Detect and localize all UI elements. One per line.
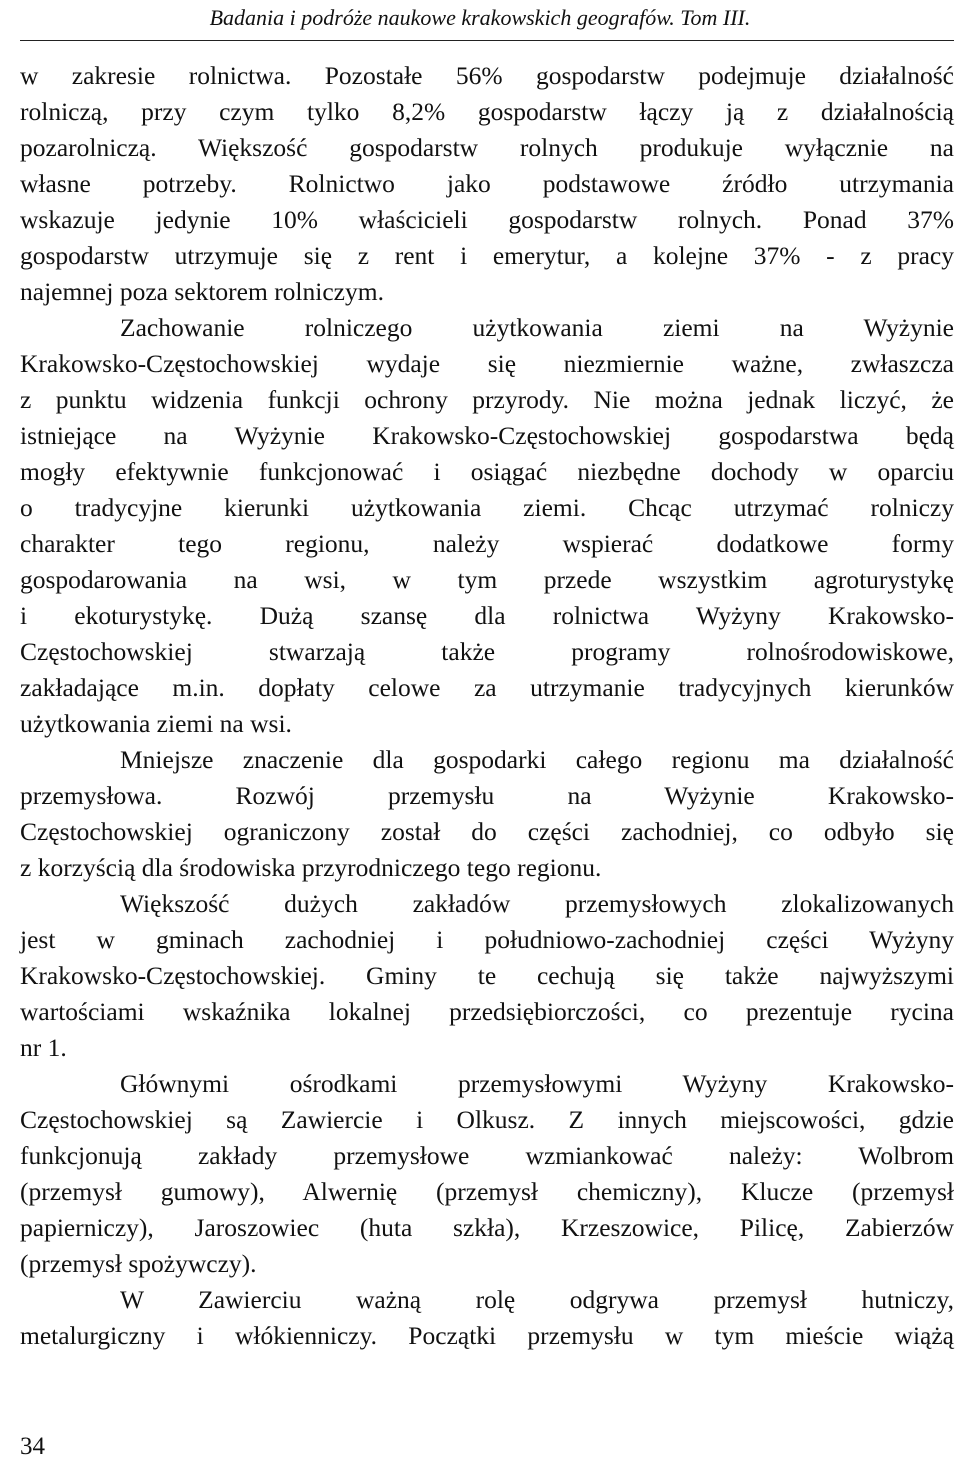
text-line: Częstochowskiej są Zawiercie i Olkusz. Z innych miejscowości, gdzie xyxy=(20,1105,954,1134)
text-line: jest w gminach zachodniej i południowo-zachodniej części Wyżyny xyxy=(20,925,954,954)
text-line: Mniejsze znaczenie dla gospodarki całego regionu ma działalność xyxy=(120,745,954,774)
text-line: W Zawierciu ważną rolę odgrywa przemysł hutniczy, xyxy=(120,1285,954,1314)
text-line: użytkowania ziemi na wsi. xyxy=(20,709,292,738)
text-line: własne potrzeby. Rolnictwo jako podstawowe źródło utrzymania xyxy=(20,169,954,198)
text-line: metalurgiczny i włókienniczy. Początki przemysłu w tym mieście wiążą xyxy=(20,1321,954,1350)
text-line: i ekoturystykę. Dużą szansę dla rolnictwa Wyżyny Krakowsko- xyxy=(20,601,954,630)
text-line: wskazuje jedynie 10% właścicieli gospodarstw rolnych. Ponad 37% xyxy=(20,205,954,234)
text-line: nr 1. xyxy=(20,1033,67,1062)
text-line: gospodarowania na wsi, w tym przede wszystkim agroturystykę xyxy=(20,565,954,594)
page-number: 34 xyxy=(20,1433,45,1460)
text-line: Większość dużych zakładów przemysłowych zlokalizowanych xyxy=(120,889,954,918)
text-line: (przemysł spożywczy). xyxy=(20,1249,257,1278)
text-line: Zachowanie rolniczego użytkowania ziemi na Wyżynie xyxy=(120,313,954,342)
text-line: charakter tego regionu, należy wspierać dodatkowe formy xyxy=(20,529,954,558)
text-line: o tradycyjne kierunki użytkowania ziemi. Chcąc utrzymać rolniczy xyxy=(20,493,954,522)
text-line: funkcjonują zakłady przemysłowe wzmiankować należy: Wolbrom xyxy=(20,1141,954,1170)
running-header: Badania i podróże naukowe krakowskich geografów. Tom III. xyxy=(209,5,751,30)
text-line: w zakresie rolnictwa. Pozostałe 56% gospodarstw podejmuje działalność xyxy=(20,61,954,90)
text-line: wartościami wskaźnika lokalnej przedsiębiorczości, co prezentuje rycina xyxy=(20,997,954,1026)
text-line: Częstochowskiej ograniczony został do części zachodniej, co odbyło się xyxy=(20,817,954,846)
text-line: zakładające m.in. dopłaty celowe za utrzymanie tradycyjnych kierunków xyxy=(20,673,954,702)
text-line: najemnej poza sektorem rolniczym. xyxy=(20,277,384,306)
text-line: Głównymi ośrodkami przemysłowymi Wyżyny Krakowsko- xyxy=(120,1069,954,1098)
text-line: papierniczy), Jaroszowiec (huta szkła), Krzeszowice, Pilicę, Zabierzów xyxy=(20,1213,954,1242)
text-line: z punktu widzenia funkcji ochrony przyrody. Nie można jednak liczyć, że xyxy=(20,385,954,414)
text-line: pozarolniczą. Większość gospodarstw rolnych produkuje wyłącznie na xyxy=(20,133,954,162)
header-rule xyxy=(20,40,954,41)
text-line: istniejące na Wyżynie Krakowsko-Częstochowskiej gospodarstwa będą xyxy=(20,421,954,450)
text-line: z korzyścią dla środowiska przyrodniczego tego regionu. xyxy=(20,853,602,882)
text-line: przemysłowa. Rozwój przemysłu na Wyżynie Krakowsko- xyxy=(20,781,954,810)
text-line: Krakowsko-Częstochowskiej. Gminy te cechują się także najwyższymi xyxy=(20,961,954,990)
text-line: gospodarstw utrzymuje się z rent i emerytur, a kolejne 37% - z pracy xyxy=(20,241,954,270)
text-line: mogły efektywnie funkcjonować i osiągać niezbędne dochody w oparciu xyxy=(20,457,954,486)
text-line: Częstochowskiej stwarzają także programy rolnośrodowiskowe, xyxy=(20,637,954,666)
body-text xyxy=(20,58,954,1354)
text-line: Krakowsko-Częstochowskiej wydaje się niezmiernie ważne, zwłaszcza xyxy=(20,349,954,378)
text-line: rolniczą, przy czym tylko 8,2% gospodarstw łączy ją z działalnością xyxy=(20,97,954,126)
text-line: (przemysł gumowy), Alwernię (przemysł chemiczny), Klucze (przemysł xyxy=(20,1177,954,1206)
